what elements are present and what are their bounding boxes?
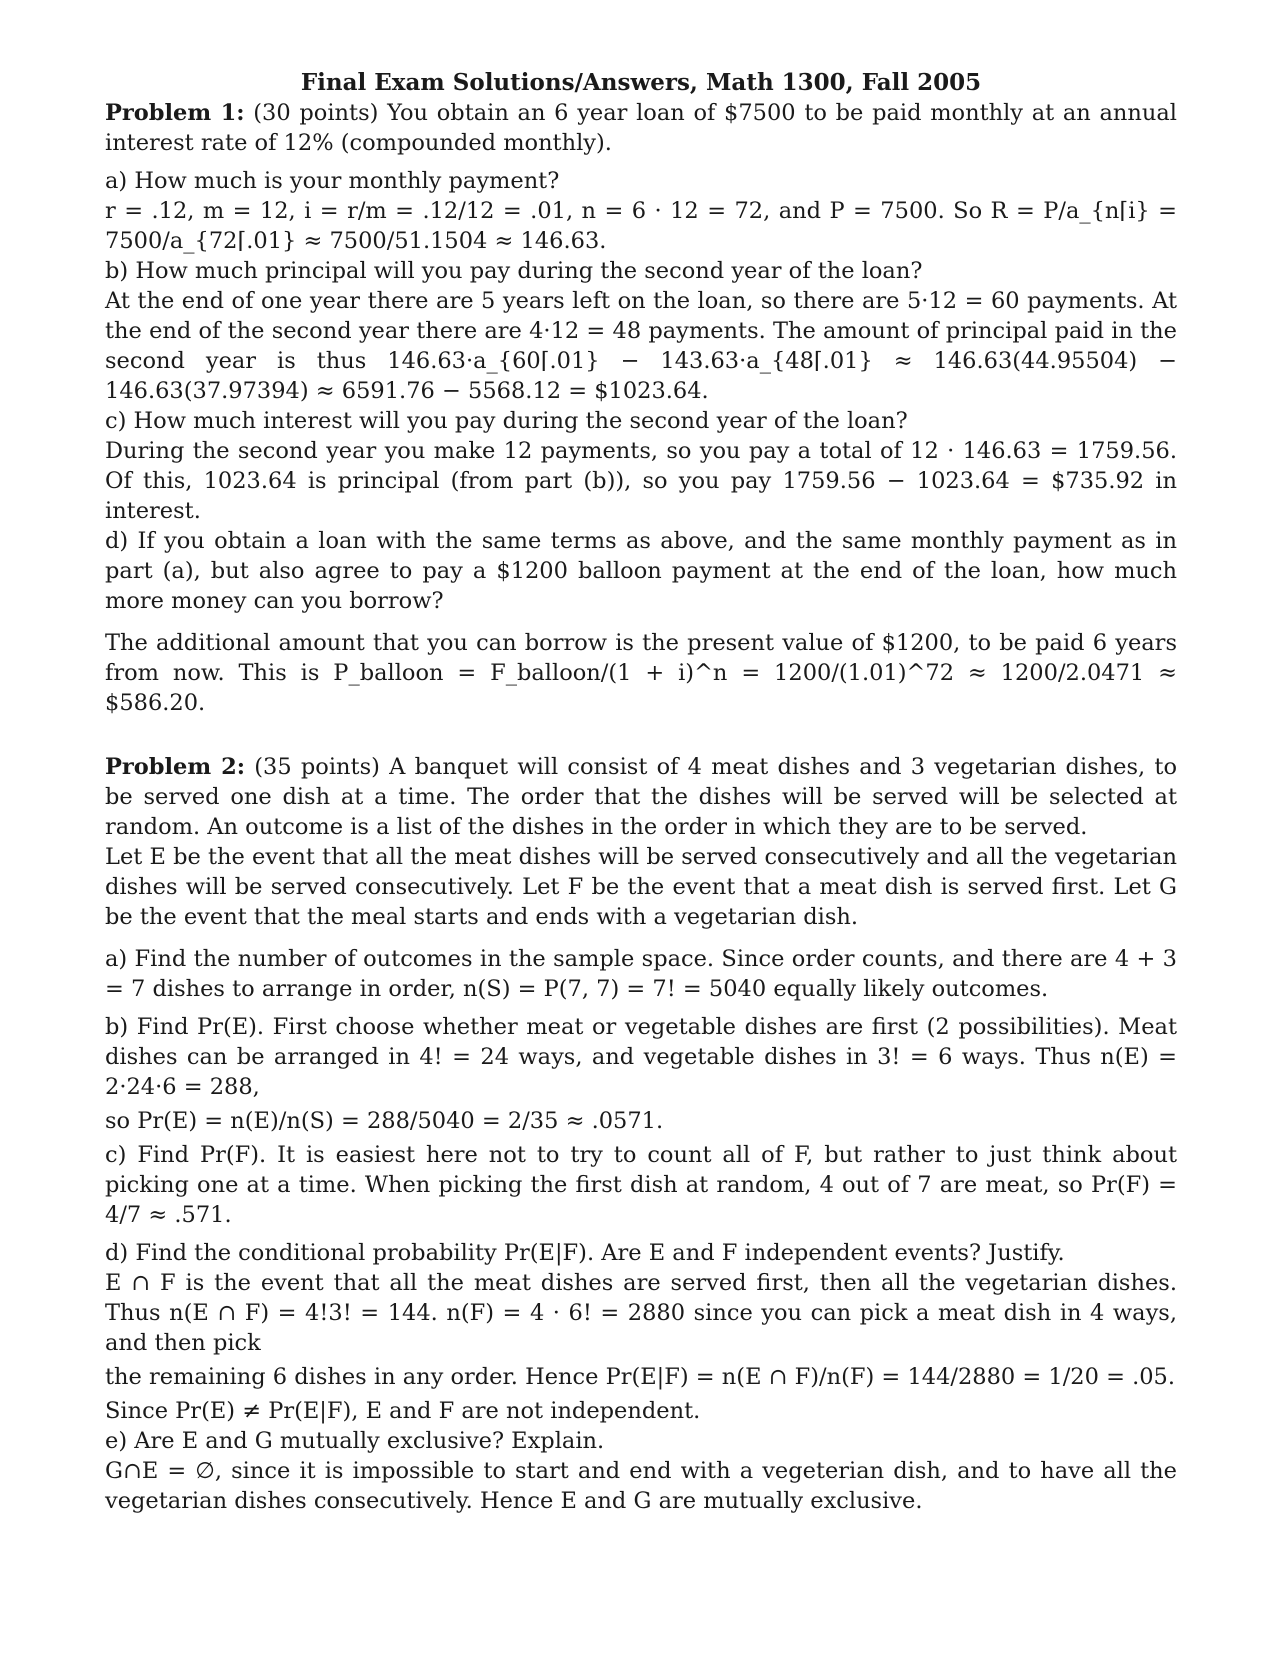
p1-question-c: c) How much interest will you pay during the second year of the loan? (105, 408, 908, 434)
document-title: Final Exam Solutions/Answers, Math 1300, Fall 2005 (300, 69, 982, 96)
p1-question-d: d) If you obtain a loan with the same terms as above, and the same monthly payment as in part (a), but also agree to pay a $1200 balloon payment at the end of the loan, how much more money can you borrow? (105, 528, 1177, 614)
problem-1-statement (105, 98, 1177, 158)
problem-1-text: (30 points) You obtain an 6 year loan of $7500 to be paid monthly at an annual interest rate of 12% (compounded monthly). (105, 100, 1178, 156)
p2-events-definition: Let E be the event that all the meat dishes will be served consecutively and all the vegetarian dishes will be served consecutively. Let F be the event that a meat dish is served first. Let G be the event that the meal starts and ends with a vegetarian dish. (105, 844, 1177, 930)
problem-2-text: (35 points) A banquet will consist of 4 meat dishes and 3 vegetarian dishes, to be served one dish at a time. The order that the dishes will be served will be selected at random. An outcome is a list of the dishes in the order in which they are to be served. (105, 754, 1177, 840)
p2-conclusion-d: Since Pr(E) ≠ Pr(E|F), E and F are not independent. (105, 1398, 701, 1424)
p2-answer-e: G∩E = ∅, since it is impossible to start and end with a vegeterian dish, and to have all the vegetarian dishes consecutively. Hence E and G are mutually exclusive. (105, 1458, 1177, 1514)
p2-part-b-fraction: so Pr(E) = n(E)/n(S) = 288/5040 = 2/35 ≈ .0571. (105, 1108, 664, 1134)
p1-answer-c: During the second year you make 12 payments, so you pay a total of 12 · 146.63 = 1759.56. Of this, 1023.64 is principal (from part (b)), so you pay 1759.56 − 1023.64 = $735.92 in interest. (105, 438, 1177, 524)
problem-2-label: Problem 2: (105, 754, 246, 780)
p2-part-a: a) Find the number of outcomes in the sample space. Since order counts, and there are 4 + 3 = 7 dishes to arrange in order, n(S) = P(7, 7) = 7! = 5040 equally likely outcomes. (105, 946, 1177, 1002)
problem-1-label: Problem 1: (105, 100, 245, 126)
p1-answer-d: The additional amount that you can borrow is the present value of $1200, to be paid 6 years from now. This is P_balloon = F_balloon/(1 + i)^n = 1200/(1.01)^72 ≈ 1200/2.0471 ≈ $586.20. (105, 630, 1177, 716)
p2-question-d: d) Find the conditional probability Pr(E|F). Are E and F independent events? Justify. (105, 1240, 1065, 1266)
p1-question-a: a) How much is your monthly payment? (105, 168, 560, 194)
p1-question-b: b) How much principal will you pay during the second year of the loan? (105, 258, 923, 284)
p2-part-b: b) Find Pr(E). First choose whether meat or vegetable dishes are first (2 possibilities). Meat dishes can be arranged in 4! = 24 ways, and vegetable dishes in 3! = 6 ways. Thus n(E) = 2·24·6 = 288, (105, 1014, 1177, 1100)
document-body (105, 68, 1177, 1516)
p2-answer-d-fraction: the remaining 6 dishes in any order. Hence Pr(E|F) = n(E ∩ F)/n(F) = 144/2880 = 1/20 = .05. (105, 1364, 1176, 1390)
p1-answer-a: r = .12, m = 12, i = r/m = .12/12 = .01, n = 6 · 12 = 72, and P = 7500. So R = P/a_{n⌈i} = 7500/a_{72⌈.01} ≈ 7500/51.1504 ≈ 146.63. (105, 198, 1177, 254)
p2-part-c: c) Find Pr(F). It is easiest here not to try to count all of F, but rather to just think about picking one at a time. When picking the first dish at random, 4 out of 7 are meat, so Pr(F) = 4/7 ≈ .571. (105, 1142, 1177, 1228)
problem-2-statement (105, 752, 1177, 842)
p2-question-e: e) Are E and G mutually exclusive? Explain. (105, 1428, 605, 1454)
p2-answer-d: E ∩ F is the event that all the meat dishes are served first, then all the vegetarian dishes. Thus n(E ∩ F) = 4!3! = 144. n(F) = 4 · 6! = 2880 since you can pick a meat dish in 4 ways, and then pick (105, 1270, 1177, 1356)
p1-answer-b: At the end of one year there are 5 years left on the loan, so there are 5·12 = 60 payments. At the end of the second year there are 4·12 = 48 payments. The amount of principal paid in the second year is thus 146.63·a_{60⌈.01} − 143.63·a_{48⌈.01} ≈ 146.63(44.95504) − 146.63(37.97394) ≈ 6591.76 − 5568.12 = $1023.64. (105, 288, 1177, 404)
